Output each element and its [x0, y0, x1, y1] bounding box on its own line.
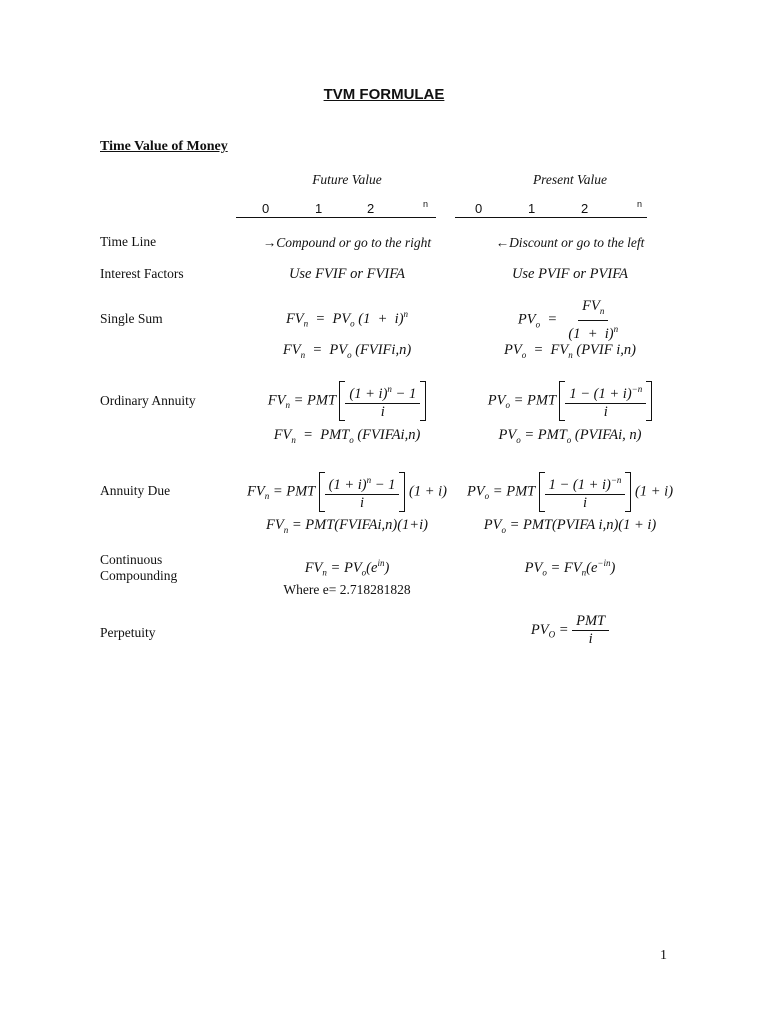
- compound-note: [232, 235, 462, 251]
- pv-annuity-due-factor-formula: $PV_o$ = PMT(PVIFA i,n)(1 + i): [483, 517, 657, 535]
- fv-interest-factor: Use FVIF or FVIFA: [288, 266, 406, 282]
- section-heading: Time Value of Money: [100, 139, 228, 154]
- timeline-tick-label: n: [423, 199, 429, 209]
- timeline-line: [455, 217, 647, 218]
- pv-single-sum-factor-formula: $PV_o = FV_n$ (PVIF i,n): [504, 342, 636, 360]
- timeline-tick-label: 0: [262, 201, 270, 216]
- row-label-annuity-due: Annuity Due: [100, 483, 171, 498]
- fv-annuity-due-formula: $FV_n$ = PMT $\frac{(1 + i)^n - 1}{i}$ (1 + i): [232, 472, 462, 512]
- discount-note: [455, 235, 685, 251]
- fv-ordinary-annuity-factor-formula: $FV_n = PMT_o$ (FVIFAi,n): [273, 427, 421, 445]
- row-label-time-line: Time Line: [100, 234, 157, 249]
- pv-annuity-due-formula: $PV_o$ = PMT $\frac{1 - (1 + i)^{-n}}{i}$ (1 + i): [455, 472, 685, 512]
- row-label-perpetuity: Perpetuity: [100, 625, 156, 640]
- timeline-tick-label: 1: [528, 201, 536, 216]
- euler-constant-note: Where e= 2.718281828: [283, 582, 411, 597]
- row-label-single-sum: Single Sum: [100, 311, 163, 326]
- fv-continuous-formula: $FV_n = PV_o(e^{in})$: [304, 558, 390, 578]
- discount-text: Discount or go to the left: [509, 235, 645, 250]
- row-label-line: Continuous: [100, 552, 163, 567]
- pv-perpetuity-formula: $PV_O$ = $\frac{\text{PMT}}{i}$: [455, 613, 685, 648]
- document-title: TVM FORMULAE: [323, 86, 445, 103]
- row-label-ordinary-annuity: Ordinary Annuity: [100, 393, 196, 408]
- timeline-tick-label: 2: [367, 201, 375, 216]
- fv-single-sum-factor-formula: $FV_n = PV_o$ (FVIFi,n): [282, 342, 412, 360]
- pv-interest-factor: Use PVIF or PVIFA: [511, 266, 629, 282]
- timeline-tick-label: 1: [315, 201, 323, 216]
- page-number: 1: [660, 948, 667, 963]
- present-value-heading: Present Value: [532, 172, 608, 187]
- pv-continuous-formula: $PV_o = FV_n(e^{-in})$: [524, 558, 616, 578]
- compound-text: Compound or go to the right: [276, 235, 432, 250]
- left-arrow-icon: ←: [495, 235, 510, 250]
- future-timeline: [236, 201, 436, 221]
- row-label-interest-factors: Interest Factors: [100, 266, 184, 281]
- pv-ordinary-annuity-factor-formula: $PV_o = PMT_o$ (PVIFAi, n): [498, 427, 642, 445]
- pv-single-sum-formula: $PV_o$ = $\frac{FV_n}{(1 + i)^n}$: [517, 298, 619, 342]
- timeline-tick-label: n: [637, 199, 643, 209]
- right-arrow-icon: →: [262, 235, 277, 250]
- row-label-line: Compounding: [100, 568, 178, 583]
- fv-ordinary-annuity-formula: $FV_n$ = PMT $\frac{(1 + i)^n - 1}{i}$: [232, 381, 462, 421]
- fv-annuity-due-factor-formula: $FV_n$ = PMT(FVIFAi,n)(1+i): [266, 517, 428, 535]
- timeline-tick-label: 2: [581, 201, 589, 216]
- fv-single-sum-formula: $FV_n = PV_o$ $(1 + i)^n$: [285, 309, 409, 329]
- row-label-continuous-compounding: [100, 552, 177, 584]
- present-timeline: [455, 201, 647, 221]
- pv-ordinary-annuity-formula: $PV_o$ = PMT $\frac{1 - (1 + i)^{-n}}{i}$: [455, 381, 685, 421]
- timeline-line: [236, 217, 436, 218]
- timeline-tick-label: 0: [475, 201, 483, 216]
- future-value-heading: Future Value: [312, 172, 382, 187]
